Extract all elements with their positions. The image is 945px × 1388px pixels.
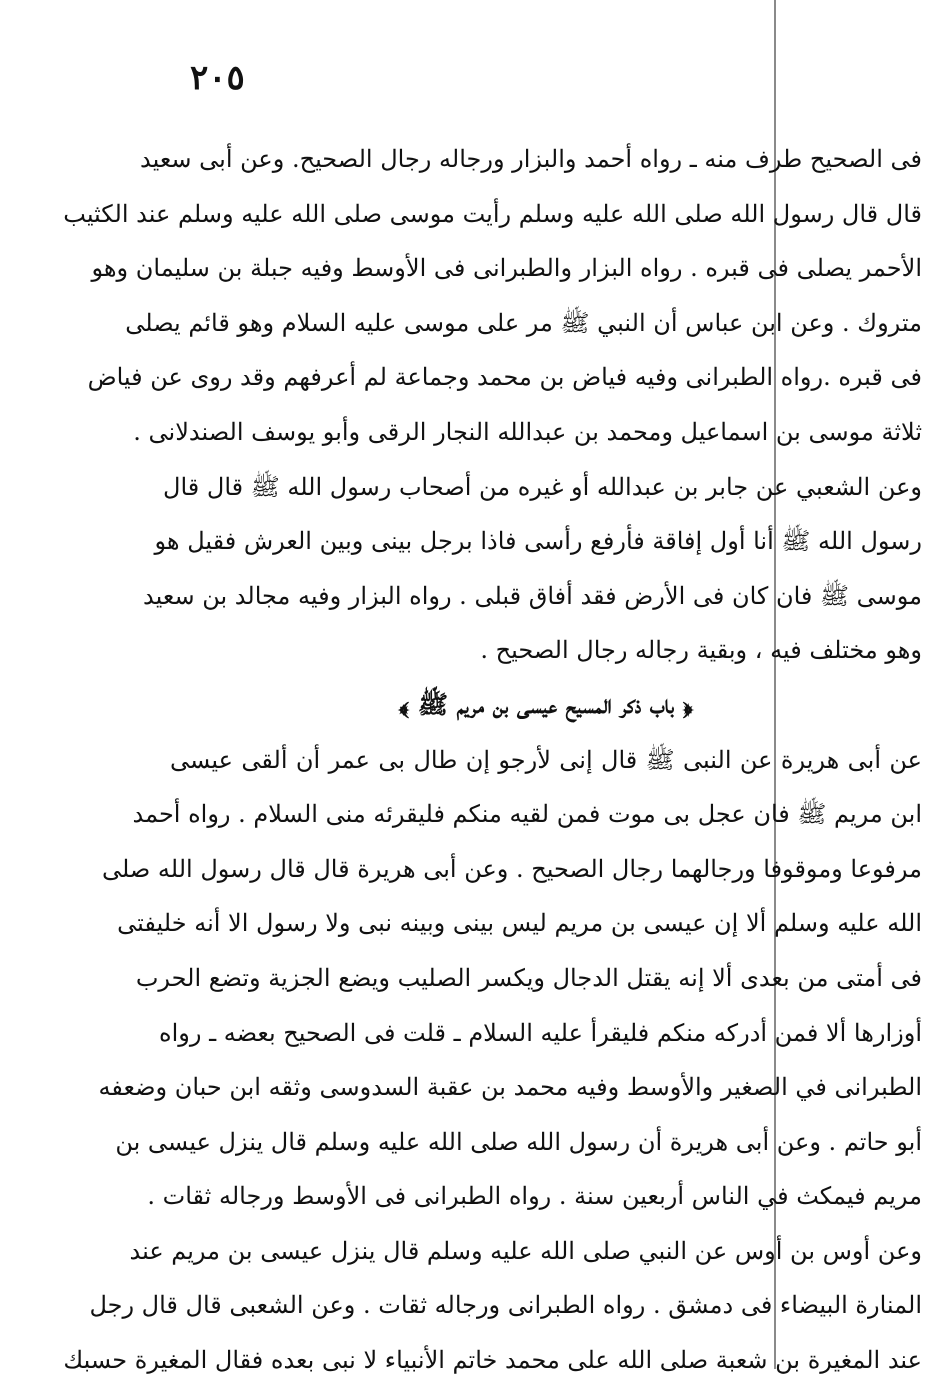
text-line: مريم فيمكث في الناس أربعين سنة . رواه الطبرانى فى الأوسط ورجاله ثقات . <box>147 1182 922 1211</box>
text-line: مرفوعا وموقوفا ورجالهما رجال الصحيح . وعن أبى هريرة قال قال رسول الله صلى <box>101 854 922 883</box>
text-line: عند المغيرة بن شعبة صلى الله على محمد خاتم الأنبياء لا نبى بعده فقال المغيرة حسبك <box>63 1346 922 1375</box>
text-line: المنارة البيضاء فى دمشق . رواه الطبرانى ورجاله ثقات . وعن الشعبى قال قال رجل <box>89 1291 922 1320</box>
text-line: وعن أوس بن أوس عن النبي صلى الله عليه وسلم قال ينزل عيسى بن مريم عند <box>129 1236 922 1265</box>
text-line: عن أبى هريرة عن النبى ﷺ قال إنى لأرجو إن طال بى عمر أن ألقى عيسى <box>170 745 922 774</box>
text-line: فى الصحيح طرف منه ـ رواه أحمد والبزار ورجاله رجال الصحيح. وعن أبى سعيد <box>140 145 922 173</box>
text-line: موسى ﷺ فان كان فى الأرض فقد أفاق قبلى . رواه البزار وفيه مجالد بن سعيد <box>143 581 922 610</box>
text-line: ابن مريم ﷺ فان عجل بى موت فمن لقيه منكم فليقرئه منى السلام . رواه أحمد <box>132 800 922 829</box>
text-line: رسول الله ﷺ أنا أول إفاقة فأرفع رأسى فاذا برجل بينى وبين العرش فقيل هو <box>154 527 922 556</box>
text-line: وعن الشعبي عن جابر بن عبدالله أو غيره من أصحاب رسول الله ﷺ قال قال <box>163 472 922 501</box>
chapter-heading: ﴿ باب ذكر المسيح عيسى بن مريم ﷺ ﴾ <box>398 689 694 719</box>
text-line: الطبرانى في الصغير والأوسط وفيه محمد بن عقبة السدوسى وثقه ابن حبان وضعفه <box>98 1073 922 1102</box>
text-line: فى قبره .رواه الطبرانى وفيه فياض بن محمد وجماعة لم أعرفهم وقد روى عن فياض <box>87 363 922 392</box>
text-line: وهو مختلف فيه ، وبقية رجاله رجال الصحيح . <box>480 636 922 665</box>
text-line: فى أمتى من بعدى ألا إنه يقتل الدجال ويكسر الصليب ويضع الجزية وتضع الحرب <box>135 963 922 992</box>
text-line: متروك . وعن ابن عباس أن النبي ﷺ مر على موسى عليه السلام وهو قائم يصلى <box>125 308 922 337</box>
text-line: أوزارها ألا فمن أدركه منكم فليقرأ عليه السلام ـ قلت فى الصحيح بعضه ـ رواه <box>159 1018 922 1047</box>
page-number: ٢٠٥ <box>190 58 245 98</box>
text-line: ثلاثة موسى بن اسماعيل ومحمد بن عبدالله النجار الرقى وأبو يوسف الصندلانى . <box>133 417 922 446</box>
text-line: قال قال رسول الله صلى الله عليه وسلم رأيت موسى صلى الله عليه وسلم عند الكثيب <box>63 199 922 228</box>
text-line: أبو حاتم . وعن أبى هريرة أن رسول الله صلى الله عليه وسلم قال ينزل عيسى بن <box>115 1127 922 1156</box>
page-text <box>63 132 922 1388</box>
text-line: الأحمر يصلى فى قبره . رواه البزار والطبرانى فى الأوسط وفيه جبلة بن سليمان وهو <box>91 254 922 283</box>
text-line: الله عليه وسلم ألا إن عيسى بن مريم ليس بينى وبينه نبى ولا رسول الا أنه خليفتى <box>117 909 922 938</box>
